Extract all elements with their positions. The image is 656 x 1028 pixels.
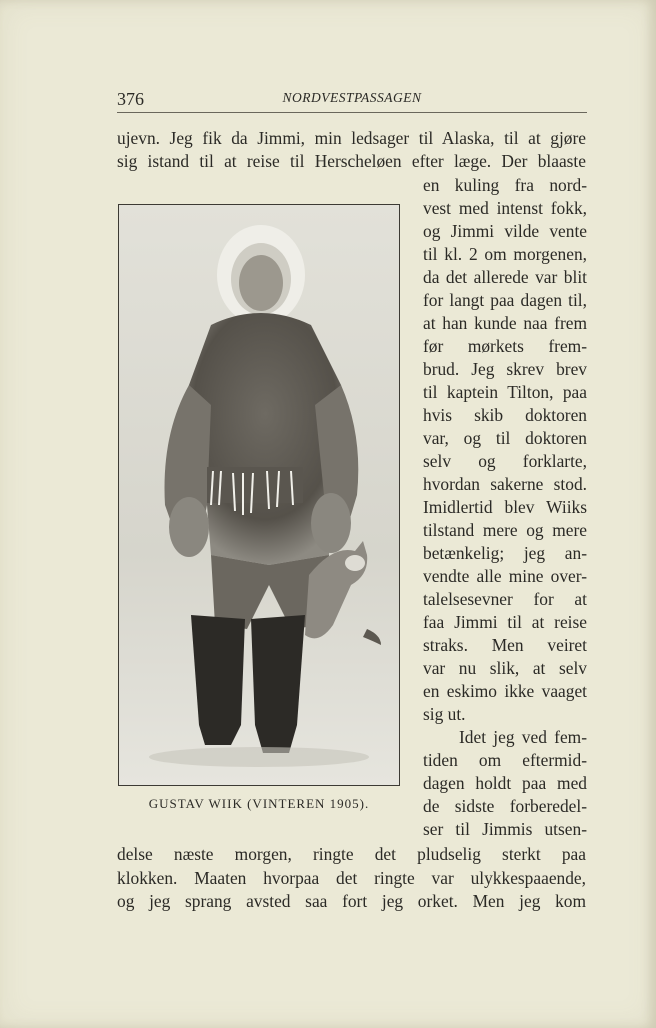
text-line: talelsesevner for at — [423, 589, 587, 609]
running-title: NORDVESTPASSAGEN — [282, 90, 422, 105]
page-header — [117, 86, 587, 113]
text-line: en kuling fra nord- — [423, 175, 587, 195]
text-line: klokken. Maaten hvorpaa det ringte var ulykkespaaende, — [117, 868, 586, 888]
text-line: hvis skib doktoren — [423, 405, 587, 425]
text-line: de sidste forberedel- — [423, 796, 587, 816]
text-line: dagen holdt paa med — [423, 773, 587, 793]
text-line: en eskimo ikke vaaget — [423, 681, 587, 701]
text-line: faa Jimmi til at reise — [423, 612, 587, 632]
text-line: da det allerede var blit — [423, 267, 587, 287]
text-line: betænkelig; jeg an- — [423, 543, 587, 563]
text-line: ser til Jimmis utsen- — [423, 819, 587, 839]
text-line: brud. Jeg skrev brev — [423, 359, 587, 379]
text-line: og Jimmi vilde vente — [423, 221, 587, 241]
photograph — [118, 204, 400, 786]
text-line: før mørkets frem- — [423, 336, 587, 356]
text-line: var, og til doktoren — [423, 428, 587, 448]
text-line: sig ut. — [423, 704, 466, 724]
text-line: delse næste morgen, ringte det pludselig sterkt paa — [117, 844, 586, 864]
text-line: for langt paa dagen til, — [423, 290, 587, 310]
text-line: Imidlertid blev Wiiks — [423, 497, 587, 517]
figure-caption: GUSTAV WIIK (VINTEREN 1905). — [148, 796, 370, 811]
text-line: og jeg sprang avsted saa fort jeg orket. Men jeg kom — [117, 891, 586, 911]
text-line: at han kunde naa frem — [423, 313, 587, 333]
text-line: sig istand til at reise til Herscheløen efter læge. Der blaaste — [117, 151, 586, 171]
text-line: selv og forklarte, — [423, 451, 587, 471]
text-line: straks. Men veiret — [423, 635, 587, 655]
text-line: ujevn. Jeg fik da Jimmi, min ledsager til Alaska, til at gjøre — [117, 128, 586, 148]
text-line: vest med intenst fokk, — [423, 198, 587, 218]
text-line: tilstand mere og mere — [423, 520, 587, 540]
page-number: 376 — [117, 89, 144, 109]
photograph-figure — [119, 205, 399, 785]
text-line: Idet jeg ved fem- — [459, 727, 587, 747]
text-line: vendte alle mine over- — [423, 566, 587, 586]
text-line: var nu slik, at selv — [423, 658, 587, 678]
text-line: tiden om eftermid- — [423, 750, 587, 770]
text-line: hvordan sakerne stod. — [423, 474, 587, 494]
text-line: til kl. 2 om morgenen, — [423, 244, 587, 264]
text-line: til kaptein Tilton, paa — [423, 382, 587, 402]
